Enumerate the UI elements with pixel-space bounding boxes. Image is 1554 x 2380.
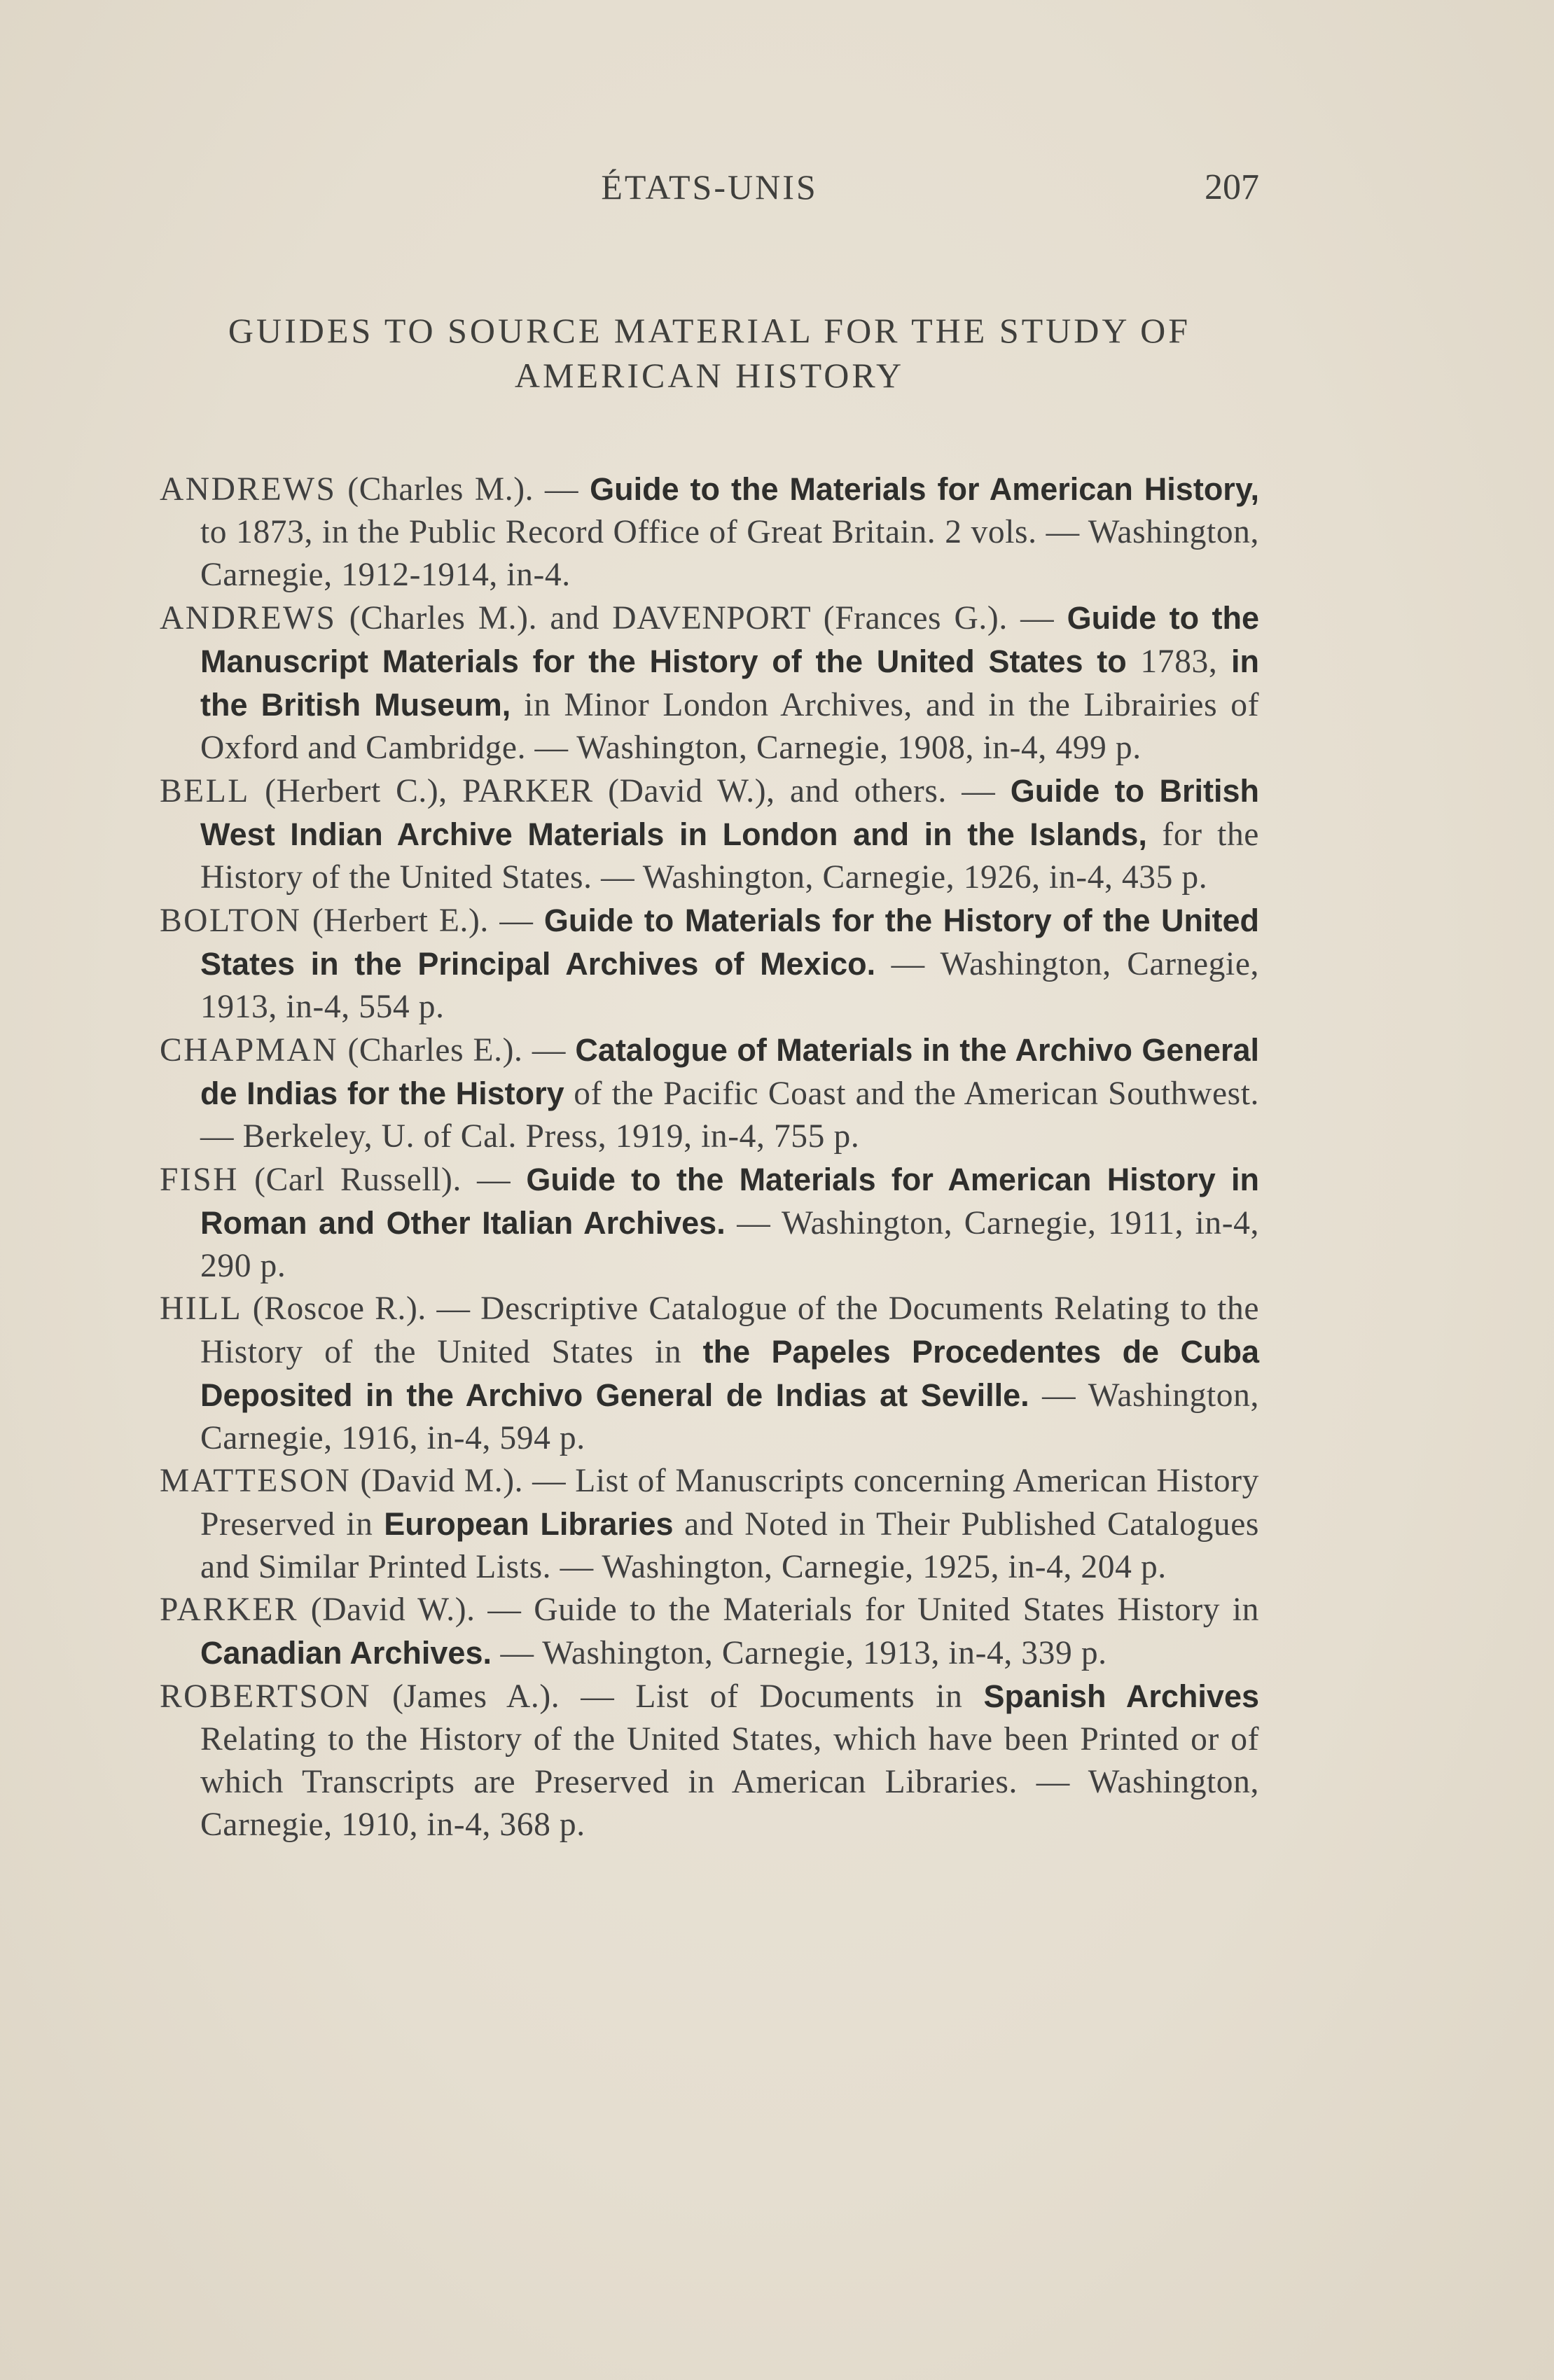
- bibliography-entry: [160, 770, 1259, 899]
- entry-author: BELL: [160, 773, 250, 809]
- bibliography-entry: [160, 1288, 1259, 1460]
- entry-author-detail: (Carl Russell). —: [238, 1162, 527, 1198]
- entry-author: BOLTON: [160, 903, 302, 939]
- bibliography-entry: [160, 1158, 1259, 1288]
- entry-title-year: 1783,: [1126, 643, 1231, 680]
- entry-publication: to 1873, in the Public Record Office of Great Britain. 2 vols. — Washington, Carnegie, 1912-1914, in-4.: [200, 514, 1259, 593]
- entry-author: PARKER: [160, 1592, 299, 1628]
- running-title: ÉTATS-UNIS: [601, 167, 818, 207]
- bibliography-entry: [160, 597, 1259, 770]
- entry-author-detail: (David W.). — Guide to the Materials for United States History in: [298, 1592, 1259, 1628]
- entry-publication: — Washington, Carnegie, 1911, in-4, 290 p.: [200, 1205, 1259, 1284]
- entry-author-detail: (Charles M.). and DAVENPORT (Frances G.). —: [336, 600, 1067, 636]
- bibliography-list: [160, 468, 1259, 1846]
- entry-title: Guide to the Manuscript Materials for the History of the United States to: [200, 600, 1259, 679]
- entry-author-detail: (David M.). — List of Manuscripts concerning American History Preserved in: [200, 1463, 1259, 1543]
- entry-author: FISH: [160, 1162, 239, 1198]
- bibliography-entry: [160, 899, 1259, 1029]
- bibliography-entry: [160, 468, 1259, 597]
- entry-author: ANDREWS: [160, 471, 337, 508]
- entry-author-detail: (Herbert E.). —: [301, 903, 544, 939]
- entry-author-detail: (Roscoe R.). — Descriptive Catalogue of the Documents Relating to the History of the United States in: [200, 1290, 1259, 1370]
- entry-publication: Relating to the History of the United States, which have been Printed or of which Transcripts are Preserved in American Libraries. — Washington, Carnegie, 1910, in-4, 368 p.: [200, 1721, 1259, 1843]
- entry-author: ANDREWS: [160, 600, 337, 636]
- entry-publication: — Washington, Carnegie, 1916, in-4, 594 p.: [200, 1377, 1259, 1456]
- page-number: 207: [1205, 167, 1259, 207]
- bibliography-entry: [160, 1029, 1259, 1158]
- entry-title: Guide to the Materials for American History in Roman and Other Italian Archives.: [200, 1162, 1259, 1241]
- entry-publication: and Noted in Their Published Catalogues and Similar Printed Lists. — Washington, Carnegie, 1925, in-4, 204 p.: [200, 1506, 1259, 1585]
- bibliography-entry: [160, 1589, 1259, 1675]
- entry-publication: — Washington, Carnegie, 1913, in-4, 554 p.: [200, 946, 1259, 1025]
- entry-title: Guide to British West Indian Archive Materials in London and in the Islands,: [200, 773, 1259, 852]
- entry-author-detail: (Herbert C.), PARKER (David W.), and others. —: [249, 773, 1011, 809]
- entry-publication: — Washington, Carnegie, 1913, in-4, 339 p.: [492, 1635, 1107, 1671]
- entry-title: European Libraries: [384, 1506, 674, 1542]
- entry-author-detail: (Charles E.). —: [338, 1032, 576, 1069]
- entry-publication: of the Pacific Coast and the American Southwest. — Berkeley, U. of Cal. Press, 1919, in-4, 755 p.: [200, 1076, 1259, 1155]
- entry-title: Guide to the Materials for American History,: [590, 471, 1260, 507]
- entry-title: Guide to Materials for the History of the United States in the Principal Archives of Mexico.: [200, 903, 1259, 982]
- entry-publication: in Minor London Archives, and in the Librairies of Oxford and Cambridge. — Washington, Carnegie, 1908, in-4, 499 p.: [200, 687, 1259, 766]
- entry-author: ROBERTSON: [160, 1678, 372, 1715]
- entry-author: HILL: [160, 1290, 243, 1327]
- section-title: [160, 308, 1259, 398]
- entry-publication: for the History of the United States. — Washington, Carnegie, 1926, in-4, 435 p.: [200, 816, 1259, 896]
- entry-title: Spanish Archives: [983, 1678, 1259, 1714]
- entry-title: Catalogue of Materials in the Archivo General de Indias for the History: [200, 1032, 1259, 1111]
- entry-title-continued: in the British Museum,: [200, 643, 1259, 723]
- entry-author: CHAPMAN: [160, 1032, 339, 1069]
- bibliography-entry: [160, 1675, 1259, 1846]
- bibliography-entry: [160, 1460, 1259, 1589]
- entry-author-detail: (Charles M.). —: [336, 471, 590, 508]
- entry-author-detail: (James A.). — List of Documents in: [371, 1678, 984, 1715]
- section-title-line-1: GUIDES TO SOURCE MATERIAL FOR THE STUDY OF: [228, 311, 1191, 350]
- entry-title: Canadian Archives.: [200, 1635, 492, 1671]
- running-head: [160, 167, 1259, 209]
- section-title-line-2: AMERICAN HISTORY: [514, 356, 905, 395]
- entry-author: MATTESON: [160, 1463, 352, 1499]
- entry-title: the Papeles Procedentes de Cuba Deposited in the Archivo General de Indias at Seville.: [200, 1334, 1259, 1413]
